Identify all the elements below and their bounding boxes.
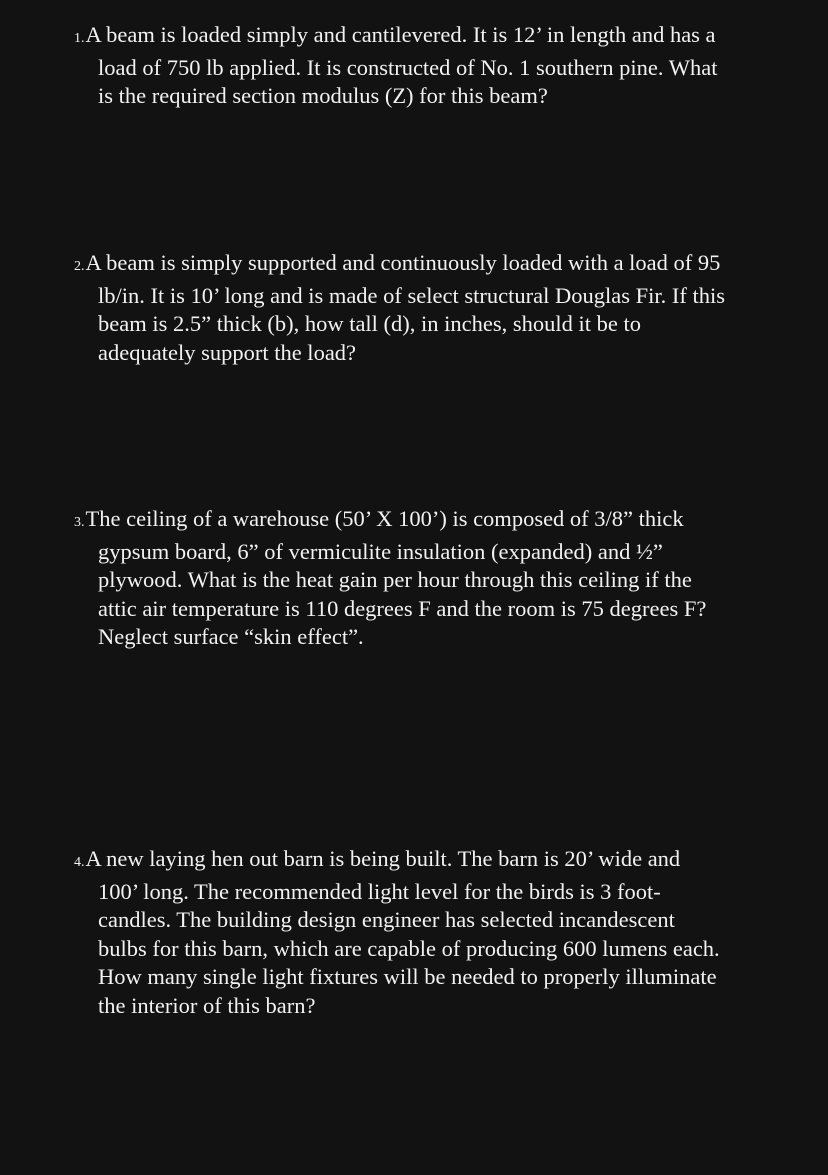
question-number: 3.	[74, 515, 85, 530]
question-text: The ceiling of a warehouse (50’ X 100’) is composed of 3/8” thick	[85, 506, 684, 531]
question-line	[74, 21, 804, 54]
question-line: How many single light fixtures will be needed to properly illuminate	[98, 964, 717, 990]
question-text: A beam is simply supported and continuously loaded with a load of 95	[85, 250, 721, 275]
question-4	[74, 845, 804, 1021]
question-line: candles. The building design engineer has selected incandescent	[98, 907, 675, 933]
question-line: the interior of this barn?	[98, 992, 316, 1018]
question-line: adequately support the load?	[98, 339, 357, 365]
question-line: bulbs for this barn, which are capable of producing 600 lumens each.	[98, 935, 720, 961]
question-line: 100’ long. The recommended light level for the birds is 3 foot-	[98, 878, 661, 904]
question-2	[74, 249, 804, 367]
question-line	[74, 845, 804, 878]
question-line: attic air temperature is 110 degrees F and the room is 75 degrees F?	[98, 595, 707, 621]
question-line: is the required section modulus (Z) for this beam?	[98, 83, 548, 109]
question-number: 1.	[74, 31, 85, 46]
question-number: 4.	[74, 855, 85, 870]
question-line: beam is 2.5” thick (b), how tall (d), in inches, should it be to	[98, 311, 642, 337]
question-line	[74, 249, 804, 282]
question-line: gypsum board, 6” of vermiculite insulation (expanded) and ½”	[98, 538, 663, 564]
question-3	[74, 505, 804, 652]
question-line: Neglect surface “skin effect”.	[98, 624, 364, 650]
question-line: load of 750 lb applied. It is constructed of No. 1 southern pine. What	[98, 54, 718, 80]
question-number: 2.	[74, 259, 85, 274]
question-text: A new laying hen out barn is being built. The barn is 20’ wide and	[85, 846, 681, 871]
question-1	[74, 21, 804, 111]
question-line: plywood. What is the heat gain per hour through this ceiling if the	[98, 567, 692, 593]
question-line	[74, 505, 804, 538]
question-text: A beam is loaded simply and cantilevered. It is 12’ in length and has a	[85, 22, 716, 47]
question-line: lb/in. It is 10’ long and is made of select structural Douglas Fir. If this	[98, 282, 725, 308]
